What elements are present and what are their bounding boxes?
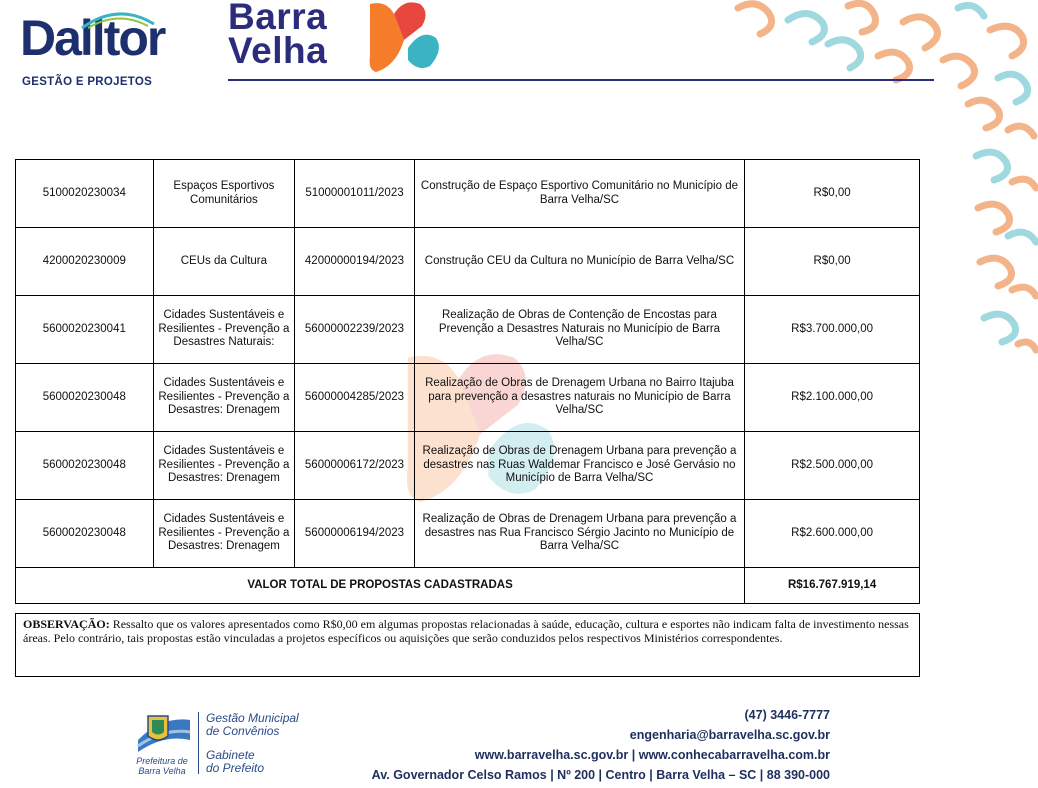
prefeitura-label-line1: Prefeitura de bbox=[136, 756, 188, 766]
program-cell: Cidades Sustentáveis e Resilientes - Prevenção a Desastres Naturais: bbox=[153, 296, 295, 364]
gestao-label-line1: Gestão Municipal bbox=[206, 711, 299, 725]
object-cell: Realização de Obras de Contenção de Encostas para Prevenção a Desastres Naturais no Município de Barra Velha/SC bbox=[414, 296, 744, 364]
barra-velha-wordmark bbox=[228, 0, 328, 71]
object-cell: Realização de Obras de Drenagem Urbana no Bairro Itajuba para prevenção a desastres naturais no Município de Barra Velha/SC bbox=[414, 364, 744, 432]
value-cell: R$2.500.000,00 bbox=[745, 432, 920, 500]
code-cell: 4200020230009 bbox=[16, 228, 154, 296]
proposal-cell: 56000002239/2023 bbox=[295, 296, 415, 364]
footer-divider bbox=[198, 712, 199, 774]
object-cell: Realização de Obras de Drenagem Urbana para prevenção a desastres nas Rua Francisco Sérgio Jacinto no Município de Barra Velha/SC bbox=[414, 500, 744, 568]
footer-email[interactable]: engenharia@barravelha.sc.gov.br bbox=[629, 728, 830, 742]
table-row bbox=[16, 364, 920, 432]
prefeitura-emblem-icon bbox=[134, 710, 192, 756]
barra-velha-logo bbox=[228, 0, 448, 80]
city-name-line1: Barra bbox=[228, 0, 328, 37]
table-row bbox=[16, 160, 920, 228]
program-cell: Cidades Sustentáveis e Resilientes - Prevenção a Desastres: Drenagem bbox=[153, 500, 295, 568]
value-cell: R$2.600.000,00 bbox=[745, 500, 920, 568]
object-cell: Construção de Espaço Esportivo Comunitário no Município de Barra Velha/SC bbox=[414, 160, 744, 228]
proposals-table bbox=[15, 159, 920, 604]
object-cell: Realização de Obras de Drenagem Urbana para prevenção a desastres nas Ruas Waldemar Francisco e José Gervásio no Município de Barra Velha/SC bbox=[414, 432, 744, 500]
table-row bbox=[16, 432, 920, 500]
total-value: R$16.767.919,14 bbox=[745, 568, 920, 604]
total-label: VALOR TOTAL DE PROPOSTAS CADASTRADAS bbox=[16, 568, 745, 604]
value-cell: R$0,00 bbox=[745, 160, 920, 228]
proposal-cell: 56000004285/2023 bbox=[295, 364, 415, 432]
table-row bbox=[16, 500, 920, 568]
proposal-cell: 56000006194/2023 bbox=[295, 500, 415, 568]
proposal-cell: 51000001011/2023 bbox=[295, 160, 415, 228]
gabinete-label bbox=[206, 749, 264, 775]
code-cell: 5100020230034 bbox=[16, 160, 154, 228]
dalltor-logo bbox=[20, 6, 165, 88]
code-cell: 5600020230048 bbox=[16, 500, 154, 568]
city-name-line2: Velha bbox=[228, 30, 328, 71]
code-cell: 5600020230048 bbox=[16, 364, 154, 432]
program-cell: Cidades Sustentáveis e Resilientes - Prevenção a Desastres: Drenagem bbox=[153, 364, 295, 432]
dalltor-wordmark: Dalltor bbox=[20, 10, 165, 66]
header-rule bbox=[228, 79, 934, 81]
prefeitura-label bbox=[133, 756, 191, 776]
gabinete-label-line2: do Prefeito bbox=[206, 761, 265, 775]
observation-label: OBSERVAÇÃO: bbox=[23, 617, 110, 631]
object-cell: Construção CEU da Cultura no Município de Barra Velha/SC bbox=[414, 228, 744, 296]
gestao-label bbox=[206, 712, 299, 738]
prefeitura-label-line2: Barra Velha bbox=[138, 766, 186, 776]
proposal-cell: 42000000194/2023 bbox=[295, 228, 415, 296]
footer-address: Av. Governador Celso Ramos | Nº 200 | Centro | Barra Velha – SC | 88 390-000 bbox=[371, 768, 830, 782]
program-cell: Espaços Esportivos Comunitários bbox=[153, 160, 295, 228]
proposal-cell: 56000006172/2023 bbox=[295, 432, 415, 500]
program-cell: CEUs da Cultura bbox=[153, 228, 295, 296]
dalltor-tagline: GESTÃO E PROJETOS bbox=[22, 76, 153, 88]
table-row bbox=[16, 296, 920, 364]
program-cell: Cidades Sustentáveis e Resilientes - Prevenção a Desastres: Drenagem bbox=[153, 432, 295, 500]
gabinete-label-line1: Gabinete bbox=[206, 748, 255, 762]
footer-websites[interactable]: www.barravelha.sc.gov.br | www.conhecabarravelha.com.br bbox=[474, 748, 830, 762]
total-row bbox=[16, 568, 920, 604]
observation-note bbox=[15, 613, 920, 677]
footer-contact bbox=[372, 705, 830, 785]
code-cell: 5600020230041 bbox=[16, 296, 154, 364]
table-row bbox=[16, 228, 920, 296]
barra-velha-mark-icon bbox=[364, 0, 444, 76]
value-cell: R$2.100.000,00 bbox=[745, 364, 920, 432]
observation-text: Ressalto que os valores apresentados como R$0,00 em algumas propostas relacionadas à saúde, educação, cultura e esportes não indicam falta de investimento nessas áreas. Pelo contrário, tais propostas estão vinculadas a projetos específicos ou aquisições que serão conduzidos pelos respectivos Ministérios correspondentes. bbox=[23, 617, 909, 645]
dalltor-arc-icon bbox=[78, 8, 158, 30]
value-cell: R$0,00 bbox=[745, 228, 920, 296]
gestao-label-line2: de Convênios bbox=[206, 724, 280, 738]
code-cell: 5600020230048 bbox=[16, 432, 154, 500]
footer-phone: (47) 3446-7777 bbox=[744, 708, 830, 722]
value-cell: R$3.700.000,00 bbox=[745, 296, 920, 364]
